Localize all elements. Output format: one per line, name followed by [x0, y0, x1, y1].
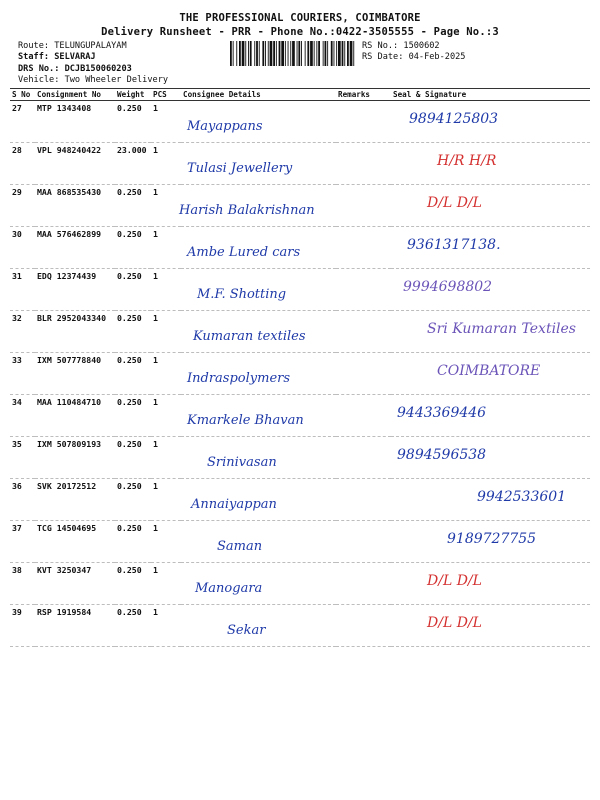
signature-handwriting: 9942533601	[477, 489, 567, 505]
remarks-cell	[336, 479, 391, 521]
consignment-cell: RSP 1919584	[35, 605, 115, 647]
signature-handwriting: 9894596538	[397, 447, 487, 463]
signature-handwriting: D/L D/L	[427, 573, 482, 589]
barcode-bar	[316, 41, 317, 66]
sno-cell: 27	[10, 101, 35, 143]
sno-cell: 29	[10, 185, 35, 227]
barcode-bar	[292, 41, 295, 66]
consignee-cell	[181, 479, 336, 521]
weight-cell: 23.000	[115, 143, 151, 185]
weight-cell: 0.250	[115, 437, 151, 479]
sno-cell: 31	[10, 269, 35, 311]
consignment-cell: MAA 868535430	[35, 185, 115, 227]
consignment-cell: SVK 20172512	[35, 479, 115, 521]
table-header-row	[10, 89, 590, 101]
barcode-bar	[334, 41, 335, 66]
barcode-bar	[259, 41, 260, 66]
consignee-handwriting: Ambe Lured cars	[187, 245, 301, 260]
signature-handwriting: 9361317138.	[407, 237, 501, 253]
sno-cell: 28	[10, 143, 35, 185]
table-row	[10, 185, 590, 227]
weight-cell: 0.250	[115, 101, 151, 143]
barcode-bar	[281, 41, 284, 66]
table-row	[10, 353, 590, 395]
consignee-cell	[181, 353, 336, 395]
table-row	[10, 479, 590, 521]
barcode-bar	[233, 41, 234, 66]
signature-cell	[391, 521, 590, 563]
table-row	[10, 311, 590, 353]
table-row	[10, 143, 590, 185]
table-row	[10, 521, 590, 563]
barcode-bar	[248, 41, 249, 66]
drs-label: DRS No.: DCJB150060203	[18, 64, 132, 74]
pcs-cell: 1	[151, 101, 181, 143]
pcs-cell: 1	[151, 563, 181, 605]
consignee-cell	[181, 101, 336, 143]
barcode-bar	[230, 41, 232, 66]
consignee-cell	[181, 605, 336, 647]
consignee-cell	[181, 311, 336, 353]
consignee-handwriting: Sekar	[227, 623, 266, 638]
route-label: Route: TELUNGUPALAYAM	[18, 41, 127, 51]
barcode-bar	[331, 41, 333, 66]
barcode-bar	[318, 41, 320, 66]
barcode-bar	[297, 41, 298, 66]
barcode-bar	[250, 41, 252, 66]
col-remarks-header: Remarks	[336, 89, 391, 101]
company-title: THE PROFESSIONAL COURIERS, COIMBATORE	[179, 12, 421, 24]
consignee-cell	[181, 185, 336, 227]
col-pcs-header: PCS	[151, 89, 181, 101]
weight-cell: 0.250	[115, 521, 151, 563]
signature-handwriting: D/L D/L	[427, 615, 482, 631]
barcode-bar	[342, 41, 344, 66]
consignment-cell: MTP 1343408	[35, 101, 115, 143]
barcode-bar	[305, 41, 306, 66]
barcode-bar	[265, 41, 266, 66]
weight-cell: 0.250	[115, 479, 151, 521]
consignment-cell: MAA 110484710	[35, 395, 115, 437]
barcode-bar	[288, 41, 289, 66]
weight-cell: 0.250	[115, 395, 151, 437]
pcs-cell: 1	[151, 437, 181, 479]
barcode-bar	[323, 41, 324, 66]
consignment-cell: KVT 3250347	[35, 563, 115, 605]
signature-cell	[391, 353, 590, 395]
sno-cell: 33	[10, 353, 35, 395]
barcode-bar	[262, 41, 264, 66]
signature-handwriting: 9189727755	[447, 531, 537, 547]
barcode-bar	[325, 41, 327, 66]
pcs-cell: 1	[151, 605, 181, 647]
sno-cell: 35	[10, 437, 35, 479]
consignee-cell	[181, 269, 336, 311]
consignment-cell: BLR 2952043340	[35, 311, 115, 353]
consignee-cell	[181, 437, 336, 479]
pcs-cell: 1	[151, 479, 181, 521]
barcode-bar	[301, 41, 302, 66]
sno-cell: 37	[10, 521, 35, 563]
consignee-handwriting: M.F. Shotting	[197, 287, 287, 302]
barcode-image	[230, 41, 355, 66]
signature-handwriting: H/R H/R	[437, 153, 497, 169]
consignee-cell	[181, 143, 336, 185]
rs-number: RS No.: 1500602	[362, 41, 440, 51]
consignment-cell: IXM 507809193	[35, 437, 115, 479]
consignee-handwriting: Manogara	[195, 581, 263, 596]
barcode-bar	[307, 41, 309, 66]
consignee-handwriting: Kumaran textiles	[193, 329, 306, 344]
remarks-cell	[336, 521, 391, 563]
signature-cell	[391, 269, 590, 311]
weight-cell: 0.250	[115, 353, 151, 395]
pcs-cell: 1	[151, 395, 181, 437]
barcode-bar	[268, 41, 269, 66]
sno-cell: 36	[10, 479, 35, 521]
signature-handwriting: COIMBATORE	[437, 363, 541, 379]
table-row	[10, 437, 590, 479]
barcode-bar	[338, 41, 341, 66]
weight-cell: 0.250	[115, 311, 151, 353]
signature-handwriting: 9994698802	[403, 279, 493, 295]
table-row	[10, 101, 590, 143]
barcode-bar	[285, 41, 286, 66]
weight-cell: 0.250	[115, 605, 151, 647]
signature-cell	[391, 101, 590, 143]
sno-cell: 32	[10, 311, 35, 353]
staff-label: Staff: SELVARAJ	[18, 52, 96, 62]
signature-cell	[391, 563, 590, 605]
consignee-handwriting: Saman	[217, 539, 263, 554]
sno-cell: 38	[10, 563, 35, 605]
runsheet-table	[10, 88, 590, 647]
signature-cell	[391, 143, 590, 185]
consignment-cell: TCG 14504695	[35, 521, 115, 563]
barcode-bar	[279, 41, 281, 66]
barcode-bar	[350, 41, 353, 66]
weight-cell: 0.250	[115, 227, 151, 269]
consignment-cell: IXM 507778840	[35, 353, 115, 395]
remarks-cell	[336, 395, 391, 437]
table-row	[10, 605, 590, 647]
signature-handwriting: 9894125803	[409, 111, 499, 127]
weight-cell: 0.250	[115, 563, 151, 605]
consignee-handwriting: Tulasi Jewellery	[187, 161, 293, 176]
barcode-bar	[298, 41, 300, 66]
barcode-bar	[310, 41, 313, 66]
col-consignment-header: Consignment No	[35, 89, 115, 101]
signature-handwriting: D/L D/L	[427, 195, 482, 211]
barcode-bar	[254, 41, 255, 66]
remarks-cell	[336, 353, 391, 395]
consignee-handwriting: Kmarkele Bhavan	[187, 413, 304, 428]
pcs-cell: 1	[151, 269, 181, 311]
remarks-cell	[336, 605, 391, 647]
signature-cell	[391, 311, 590, 353]
barcode-bar	[344, 41, 345, 66]
runsheet-subtitle: Delivery Runsheet - PRR - Phone No.:0422-3505555 - Page No.:3	[101, 26, 499, 38]
barcode-bar	[242, 41, 245, 66]
pcs-cell: 1	[151, 521, 181, 563]
barcode-bar	[256, 41, 258, 66]
pcs-cell: 1	[151, 227, 181, 269]
table-row	[10, 269, 590, 311]
pcs-cell: 1	[151, 353, 181, 395]
consignee-handwriting: Mayappans	[187, 119, 263, 134]
consignee-handwriting: Harish Balakrishnan	[179, 203, 315, 218]
table-row	[10, 227, 590, 269]
remarks-cell	[336, 269, 391, 311]
barcode-bar	[270, 41, 273, 66]
consignment-cell: MAA 576462899	[35, 227, 115, 269]
sno-cell: 34	[10, 395, 35, 437]
barcode-bar	[314, 41, 315, 66]
sno-cell: 30	[10, 227, 35, 269]
consignee-cell	[181, 563, 336, 605]
barcode-bar	[273, 41, 275, 66]
table-row	[10, 563, 590, 605]
consignee-handwriting: Annaiyappan	[191, 497, 277, 512]
remarks-cell	[336, 437, 391, 479]
signature-cell	[391, 395, 590, 437]
vehicle-label: Vehicle: Two Wheeler Delivery	[18, 75, 169, 85]
signature-cell	[391, 605, 590, 647]
remarks-cell	[336, 185, 391, 227]
consignee-cell	[181, 395, 336, 437]
signature-handwriting: Sri Kumaran Textiles	[427, 321, 576, 337]
remarks-cell	[336, 227, 391, 269]
pcs-cell: 1	[151, 185, 181, 227]
sno-cell: 39	[10, 605, 35, 647]
barcode-bar	[353, 41, 354, 66]
col-weight-header: Weight	[115, 89, 151, 101]
weight-cell: 0.250	[115, 269, 151, 311]
barcode-bar	[239, 41, 241, 66]
consignment-cell: VPL 948240422	[35, 143, 115, 185]
col-signature-header: Seal & Signature	[391, 89, 590, 101]
remarks-cell	[336, 563, 391, 605]
consignee-cell	[181, 521, 336, 563]
barcode-bar	[245, 41, 246, 66]
remarks-cell	[336, 311, 391, 353]
pcs-cell: 1	[151, 143, 181, 185]
signature-cell	[391, 437, 590, 479]
remarks-cell	[336, 143, 391, 185]
barcode-bar	[290, 41, 291, 66]
barcode-bar	[236, 41, 237, 66]
remarks-cell	[336, 101, 391, 143]
signature-handwriting: 9443369446	[397, 405, 487, 421]
weight-cell: 0.250	[115, 185, 151, 227]
barcode-bar	[347, 41, 349, 66]
consignee-handwriting: Srinivasan	[207, 455, 277, 470]
pcs-cell: 1	[151, 311, 181, 353]
consignee-handwriting: Indraspolymers	[187, 371, 291, 386]
table-row	[10, 395, 590, 437]
barcode-bar	[327, 41, 328, 66]
signature-cell	[391, 479, 590, 521]
col-consignee-header: Consignee Details	[181, 89, 336, 101]
rs-date: RS Date: 04-Feb-2025	[362, 52, 466, 62]
col-sno-header: S No	[10, 89, 35, 101]
barcode-bar	[276, 41, 277, 66]
signature-cell	[391, 185, 590, 227]
signature-cell	[391, 227, 590, 269]
consignment-cell: EDQ 12374439	[35, 269, 115, 311]
consignee-cell	[181, 227, 336, 269]
barcode-bar	[336, 41, 337, 66]
